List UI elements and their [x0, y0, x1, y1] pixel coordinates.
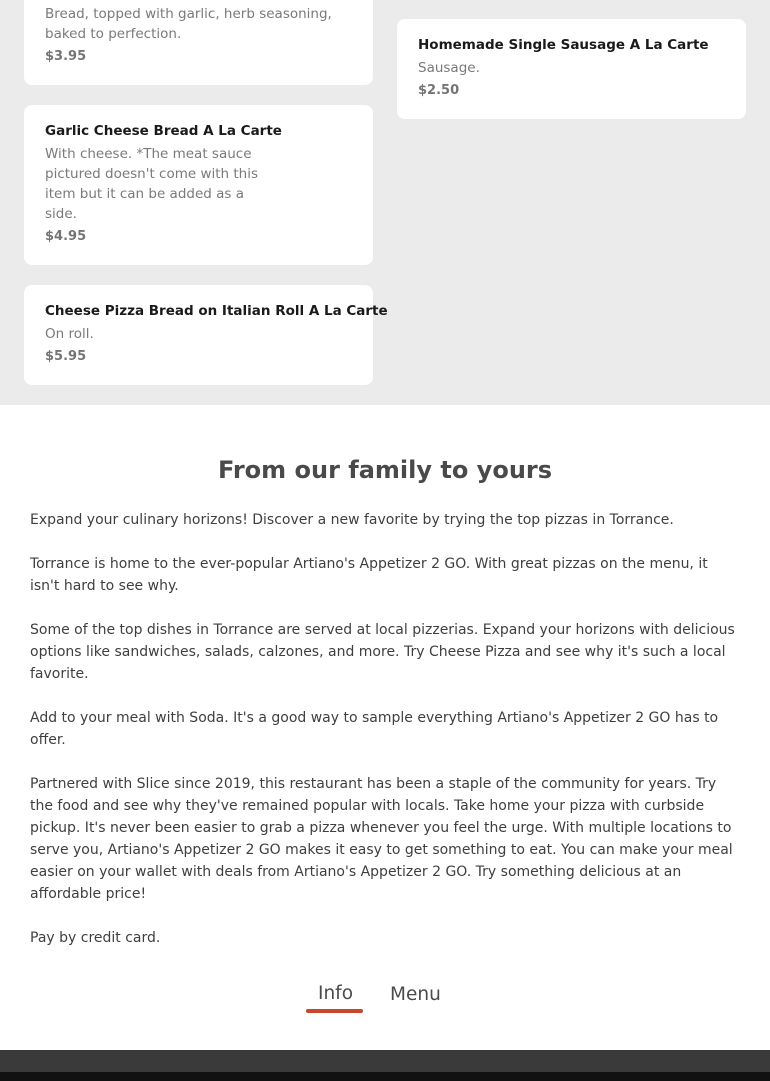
- tab-bar: [0, 970, 770, 1020]
- menu-item-description: Sausage.: [418, 60, 480, 76]
- menu-item-price: $4.95: [45, 229, 87, 244]
- menu-item-name: Cheese Pizza Bread on Italian Roll A La Carte: [45, 303, 388, 319]
- menu-item-description: On roll.: [45, 326, 94, 342]
- menu-item-name: Garlic Cheese Bread A La Carte: [45, 123, 282, 139]
- menu-item-description: Bread, topped with garlic, herb seasoning, baked to perfection.: [45, 6, 332, 42]
- menu-item-name: Homemade Single Sausage A La Carte: [418, 37, 709, 53]
- footer-band: [0, 1050, 770, 1072]
- menu-item-price: $5.95: [45, 349, 87, 364]
- about-paragraph: Pay by credit card.: [30, 930, 161, 946]
- menu-item-price: $3.95: [45, 49, 87, 64]
- tab-menu[interactable]: Menu: [390, 984, 441, 1005]
- about-title: From our family to yours: [217, 456, 553, 484]
- about-section: [0, 405, 770, 1050]
- about-paragraph: Add to your meal with Soda. It's a good way to sample everything Artiano's Appetizer 2 GO has to offer.: [30, 710, 719, 748]
- menu-item-description: With cheese. *The meat sauce pictured doesn't come with this item but it can be added as a side.: [45, 146, 259, 222]
- about-paragraph: Partnered with Slice since 2019, this restaurant has been a staple of the community for years. Try the food and see why they've remained popular with locals. Take home your pizza with curbside pickup. It's never been easier to grab a pizza whenever you feel the urge. With multiple locations to serve you, Artiano's Appetizer 2 GO makes it easy to get something to eat. You can make your meal easier on your wallet with deals from Artiano's Appetizer 2 GO. Try something delicious at an affordable price!: [30, 776, 733, 902]
- menu-item-card[interactable]: [397, 19, 746, 119]
- menu-item-card[interactable]: [24, 105, 373, 265]
- menu-section: [0, 0, 770, 405]
- about-paragraph: Expand your culinary horizons! Discover a new favorite by trying the top pizzas in Torrance.: [30, 512, 674, 528]
- footer-bottom: [0, 1072, 770, 1081]
- tab-info[interactable]: Info: [318, 983, 354, 1004]
- menu-item-card[interactable]: [24, 0, 373, 85]
- about-paragraph: Some of the top dishes in Torrance are served at local pizzerias. Expand your horizons with delicious options like sandwiches, salads, calzones, and more. Try Cheese Pizza and see why it's such a local favorite.: [30, 622, 735, 682]
- menu-item-price: $2.50: [418, 83, 460, 98]
- about-paragraph: Torrance is home to the ever-popular Artiano's Appetizer 2 GO. With great pizzas on the menu, it isn't hard to see why.: [30, 556, 708, 594]
- about-body: [30, 509, 736, 971]
- menu-item-card[interactable]: [24, 285, 388, 385]
- active-tab-indicator: [306, 1009, 363, 1013]
